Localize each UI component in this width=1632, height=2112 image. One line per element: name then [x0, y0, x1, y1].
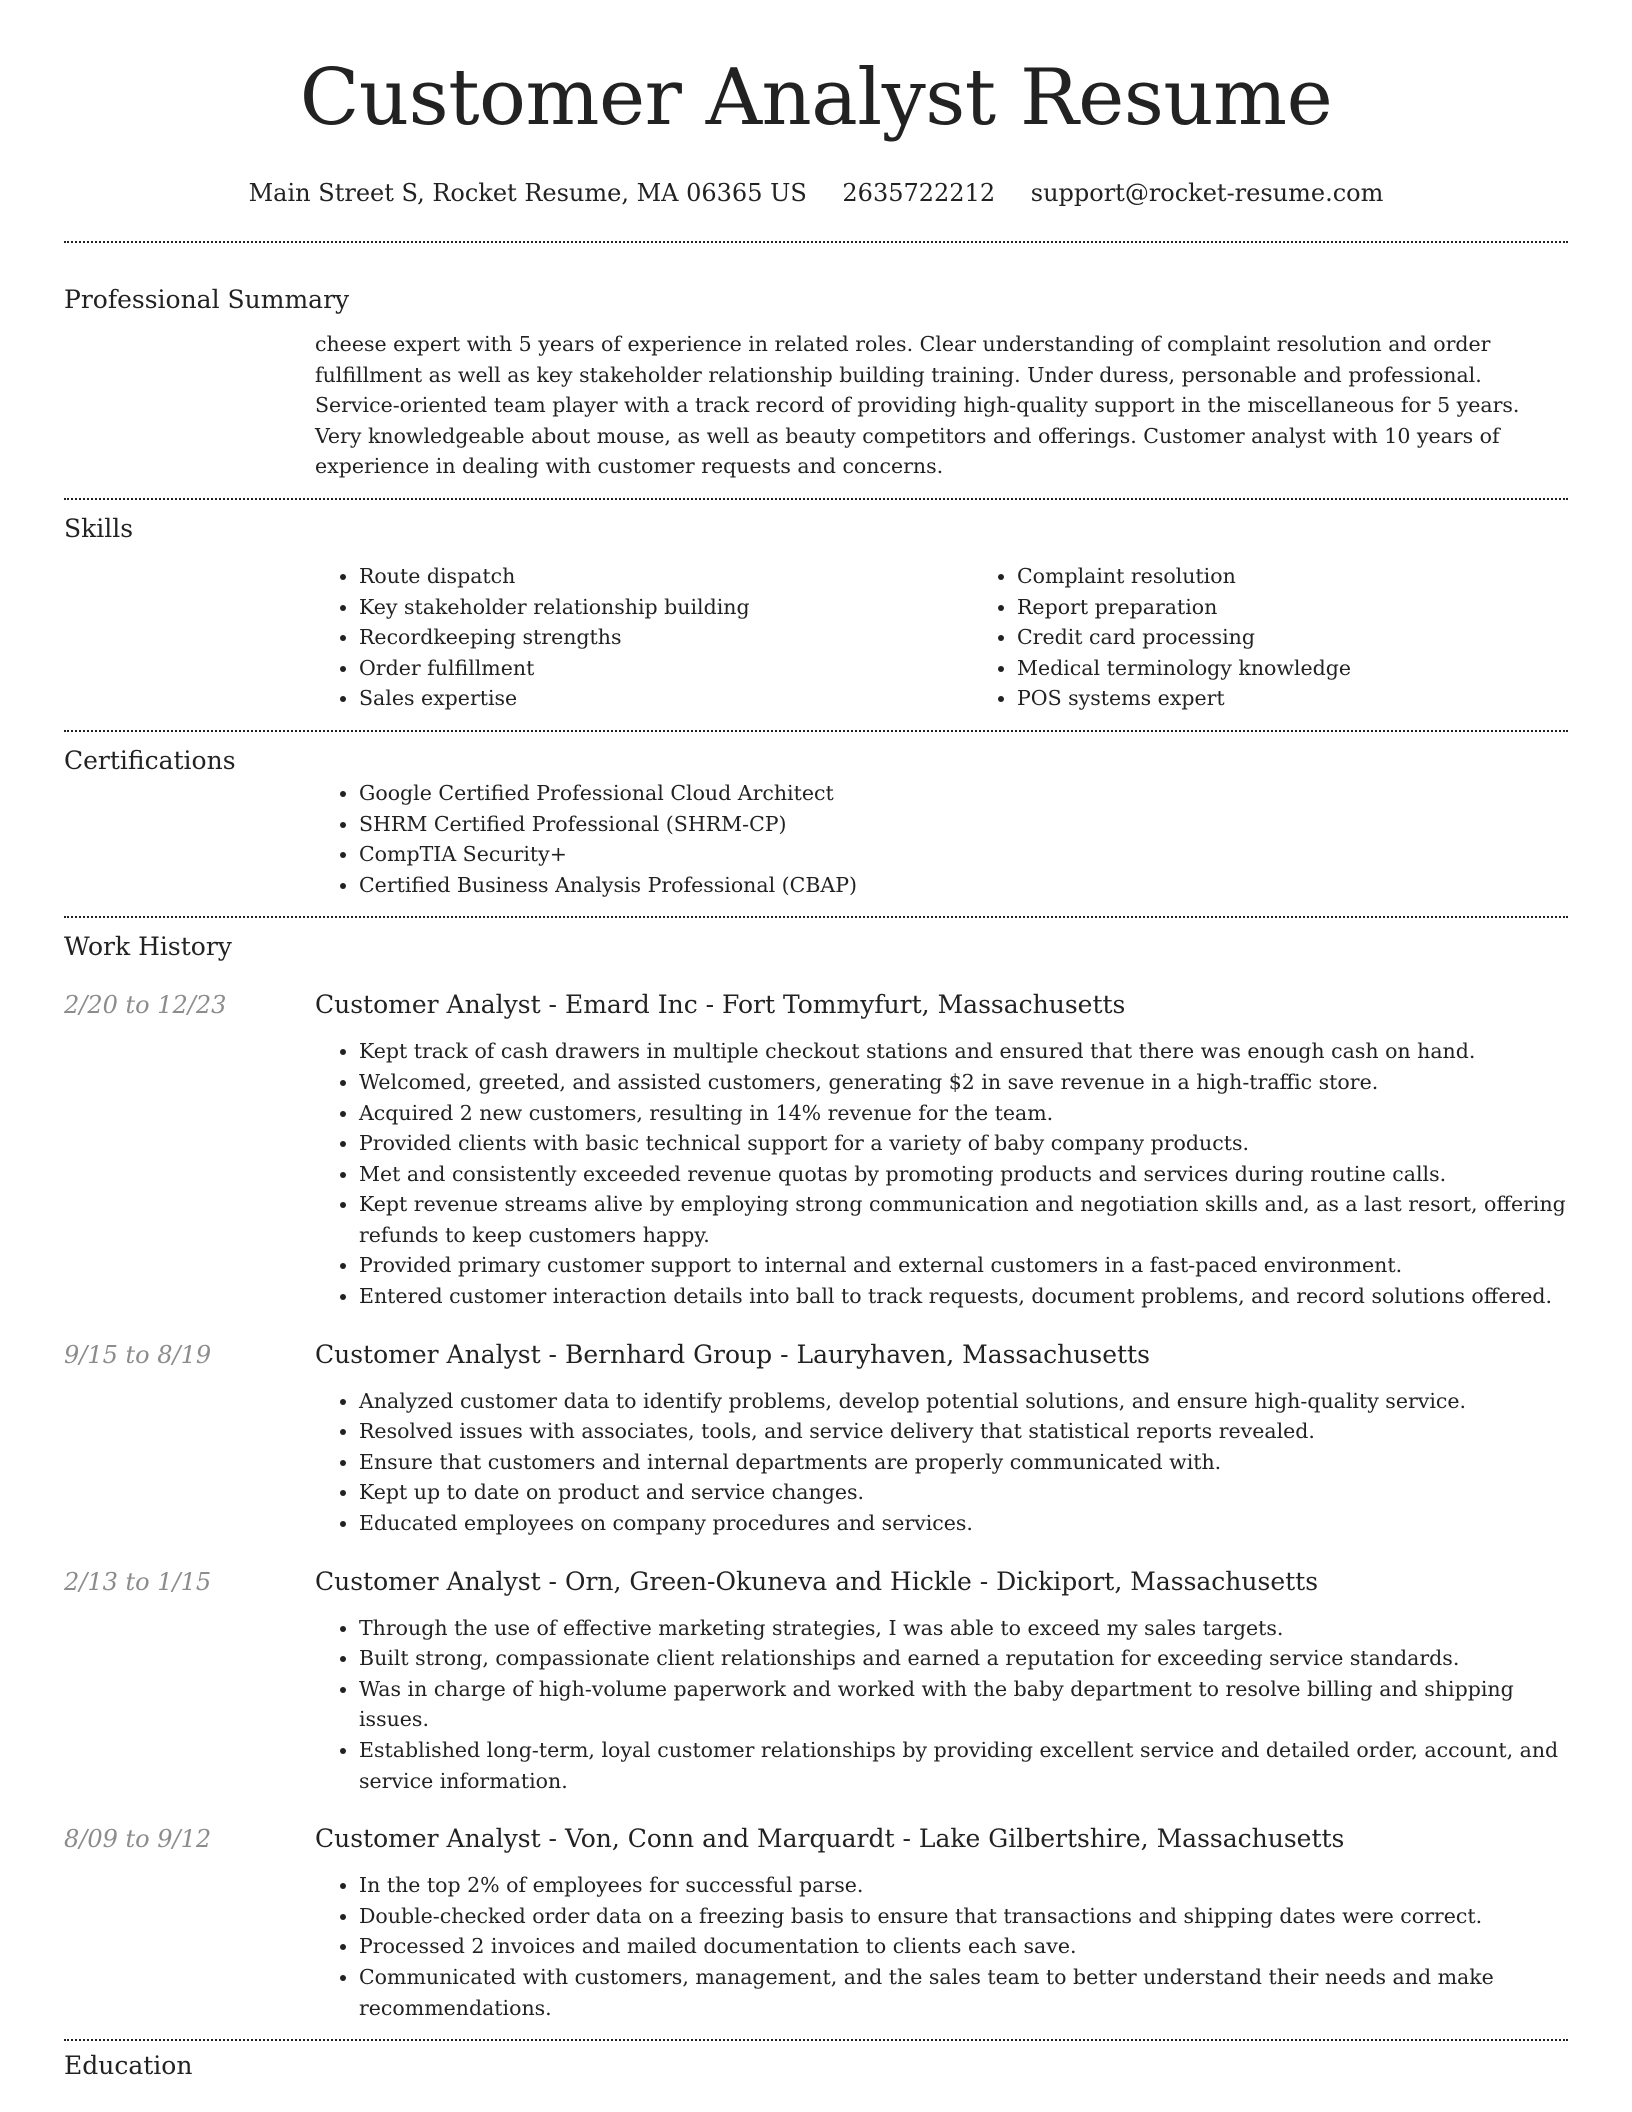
job-entry: [64, 1822, 1568, 2023]
job-entry: [64, 1565, 1568, 1797]
job-bullet: • Established long-term, loyal customer relationships by providing excellent service and detailed order, account, and service information.: [359, 1735, 1568, 1796]
certification-item: • Certified Business Analysis Professional (CBAP): [359, 870, 1568, 901]
job-title: Customer Analyst - Bernhard Group - Lauryhaven, Massachusetts: [315, 1339, 1150, 1369]
job-bullets: [315, 1613, 1568, 1797]
skill-item: • Credit card processing: [1017, 622, 1631, 653]
job-bullet: • Met and consistently exceeded revenue quotas by promoting products and services during routine calls.: [359, 1159, 1568, 1190]
job-bullet: • Entered customer interaction details into ball to track requests, document problems, and record solutions offered.: [359, 1281, 1568, 1312]
contact-email: support@rocket-resume.com: [1030, 179, 1384, 207]
job-bullet: • Kept revenue streams alive by employing strong communication and negotiation skills and, as a last resort, offering refunds to keep customers happy.: [359, 1189, 1568, 1250]
job-bullet: • Kept up to date on product and service changes.: [359, 1477, 1568, 1508]
work-history-heading: Work History: [64, 932, 232, 962]
job-bullets: [315, 1036, 1568, 1311]
skills-list-left: [315, 561, 973, 714]
job-bullet: • Communicated with customers, management, and the sales team to better understand their needs and make recommendations.: [359, 1962, 1568, 2023]
job-dates: 9/15 to 8/19: [64, 1340, 212, 1369]
job-bullet: • Provided primary customer support to internal and external customers in a fast-paced environment.: [359, 1250, 1568, 1281]
job-title: Customer Analyst - Von, Conn and Marquardt - Lake Gilbertshire, Massachusetts: [315, 1824, 1345, 1854]
skill-item: • Complaint resolution: [1017, 561, 1631, 592]
skill-item: • Order fulfillment: [359, 653, 973, 684]
education-heading: Education: [64, 2051, 193, 2081]
job-entry: [64, 988, 1568, 1311]
job-bullet: • Educated employees on company procedures and services.: [359, 1508, 1568, 1539]
page-title: Customer Analyst Resume: [299, 53, 1333, 143]
skills-heading: Skills: [64, 513, 134, 543]
contact-address: Main Street S, Rocket Resume, MA 06365 US: [248, 179, 807, 207]
skill-item: • Sales expertise: [359, 683, 973, 714]
summary-section: [64, 243, 1568, 498]
skill-item: • Report preparation: [1017, 592, 1631, 623]
job-dates: 8/09 to 9/12: [64, 1825, 212, 1854]
work-history-section: [64, 918, 1568, 2023]
section-divider: [64, 2039, 1568, 2041]
job-bullet: • Welcomed, greeted, and assisted customers, generating $2 in save revenue in a high-traffic store.: [359, 1067, 1568, 1098]
certifications-list: [315, 778, 1568, 900]
job-bullet: • Analyzed customer data to identify problems, develop potential solutions, and ensure high-quality service.: [359, 1386, 1568, 1417]
skill-item: • Recordkeeping strengths: [359, 622, 973, 653]
certifications-heading: Certifications: [64, 745, 236, 775]
skill-item: • POS systems expert: [1017, 683, 1631, 714]
job-bullet: • Was in charge of high-volume paperwork and worked with the baby department to resolve billing and shipping issues.: [359, 1674, 1568, 1735]
skills-list-right: [973, 561, 1631, 714]
job-bullets: [315, 1870, 1568, 2023]
job-bullet: • Ensure that customers and internal departments are properly communicated with.: [359, 1447, 1568, 1478]
job-bullet: • Built strong, compassionate client relationships and earned a reputation for exceeding service standards.: [359, 1643, 1568, 1674]
job-bullets: [315, 1386, 1568, 1539]
job-bullet: • Resolved issues with associates, tools, and service delivery that statistical reports revealed.: [359, 1416, 1568, 1447]
certification-item: • CompTIA Security+: [359, 839, 1568, 870]
summary-heading: Professional Summary: [64, 285, 350, 314]
skill-item: • Medical terminology knowledge: [1017, 653, 1631, 684]
job-bullet: • Kept track of cash drawers in multiple checkout stations and ensured that there was enough cash on hand.: [359, 1036, 1568, 1067]
job-bullet: • Acquired 2 new customers, resulting in 14% revenue for the team.: [359, 1098, 1568, 1129]
summary-text: cheese expert with 5 years of experience in related roles. Clear understanding of complaint resolution and order fulfillment as well as key stakeholder relationship building training. Under duress, personable and professional. Service-oriented team player with a track record of providing high-quality support in the miscellaneous for 5 years. Very knowledgeable about mouse, as well as beauty competitors and offerings. Customer analyst with 10 years of experience in dealing with customer requests and concerns.: [315, 332, 1520, 479]
job-bullet: • Provided clients with basic technical support for a variety of baby company products.: [359, 1128, 1568, 1159]
skills-section: [64, 500, 1568, 730]
skill-item: • Key stakeholder relationship building: [359, 592, 973, 623]
job-title: Customer Analyst - Emard Inc - Fort Tommyfurt, Massachusetts: [315, 990, 1126, 1020]
certification-item: • Google Certified Professional Cloud Architect: [359, 778, 1568, 809]
job-bullet: • Processed 2 invoices and mailed documentation to clients each save.: [359, 1931, 1568, 1962]
job-bullet: • Double-checked order data on a freezing basis to ensure that transactions and shipping dates were correct.: [359, 1901, 1568, 1932]
certifications-section: [64, 732, 1568, 916]
contact-phone: 2635722212: [842, 179, 996, 207]
skill-item: • Route dispatch: [359, 561, 973, 592]
job-dates: 2/20 to 12/23: [64, 991, 227, 1020]
job-entry: [64, 1338, 1568, 1539]
resume-header: [64, 0, 1568, 210]
job-bullet: • In the top 2% of employees for successful parse.: [359, 1870, 1568, 1901]
job-dates: 2/13 to 1/15: [64, 1567, 212, 1596]
job-bullet: • Through the use of effective marketing strategies, I was able to exceed my sales targets.: [359, 1613, 1568, 1644]
contact-line: [64, 176, 1568, 210]
job-title: Customer Analyst - Orn, Green-Okuneva and Hickle - Dickiport, Massachusetts: [315, 1566, 1319, 1596]
certification-item: • SHRM Certified Professional (SHRM-CP): [359, 809, 1568, 840]
